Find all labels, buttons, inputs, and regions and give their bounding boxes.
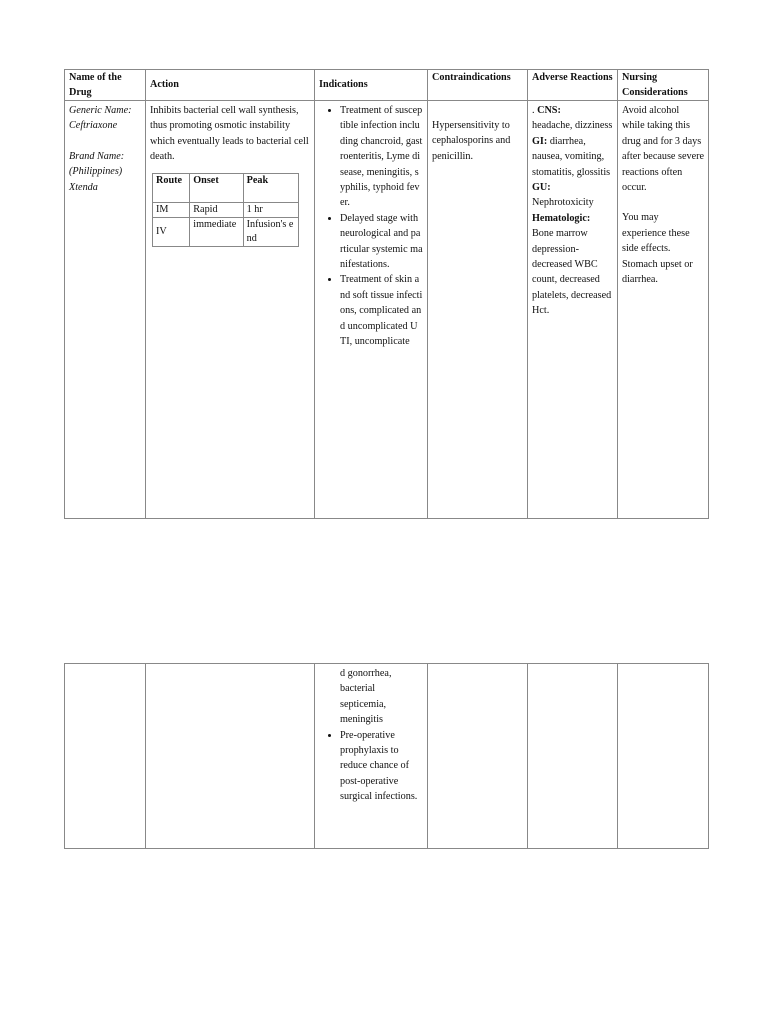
drug-row: [65, 101, 709, 519]
peak-cell: 1 hr: [243, 202, 298, 217]
generic-name-label: Generic Name:: [69, 105, 132, 116]
header-indications: Indications: [315, 70, 428, 101]
adverse-reactions-cell: [528, 101, 618, 519]
header-name: Name of the Drug: [65, 70, 146, 101]
peak-header: Peak: [243, 173, 298, 202]
brand-name-label: Brand Name:: [69, 150, 125, 162]
drug-study-table: [64, 69, 709, 519]
contraindications-text: Hypersensitivity to cephalosporins and penicillin.: [432, 120, 511, 162]
header-contraindications: Contraindications: [428, 70, 528, 101]
drug-name-cell: [65, 101, 146, 519]
cns-effects: headache, dizziness: [532, 120, 613, 132]
hematologic-label: Hematologic:: [532, 212, 591, 224]
route-onset-peak-table: [152, 173, 299, 247]
route-cell: IV: [153, 217, 190, 246]
indication-continuation: d gonorrhea, bacterial septicemia, meningitis: [340, 668, 392, 726]
nursing-considerations-cell-continued: [618, 664, 709, 849]
gi-effects: diarrhea, nausea, vomiting, stomatitis, glossitis: [532, 135, 611, 178]
adverse-reactions-cell-continued: [528, 664, 618, 849]
route-cell: IM: [153, 202, 190, 217]
header-action: Action: [146, 70, 315, 101]
brand-name: Xtenda: [69, 181, 98, 193]
route-row-im: [153, 202, 299, 217]
gi-label: GI:: [532, 135, 548, 147]
indication-item: • Pre-operative prophylaxis to reduce chance of post-operative surgical infections.: [340, 728, 423, 805]
continued-row: [65, 664, 709, 849]
indication-item: • Delayed stage with neurological and particular systemic manifestations.: [340, 211, 423, 273]
indications-list-continued: [319, 728, 423, 805]
onset-cell: immediate: [190, 217, 243, 246]
route-header: Route: [153, 173, 190, 202]
brand-country: (Philippines): [69, 166, 123, 178]
drug-study-table-continued: [64, 663, 709, 849]
onset-cell: Rapid: [190, 202, 243, 217]
action-text: Inhibits bacterial cell wall synthesis, thus promoting osmotic instability which eventually leads to bacterial cell death.: [150, 105, 309, 163]
indications-list: [319, 103, 423, 350]
indication-item: • Treatment of susceptible infection including chancroid, gastroenteritis, Lyme disease, meningitis, syphilis, typhoid fever.: [340, 103, 423, 211]
drug-name-cell-continued: [65, 664, 146, 849]
route-table-header: [153, 173, 299, 202]
action-cell-continued: [146, 664, 315, 849]
gu-effects: Nephrotoxicity: [532, 197, 594, 209]
action-cell: [146, 101, 315, 519]
nursing-paragraph-2: You may experience these side effects. Stomach upset or diarrhea.: [622, 212, 693, 286]
header-nursing-considerations: Nursing Considerations: [618, 70, 709, 101]
onset-header: Onset: [190, 173, 243, 202]
generic-name: Ceftriaxone: [69, 120, 118, 132]
adverse-lead: .: [532, 105, 538, 116]
header-row: [65, 70, 709, 101]
indications-cell: [315, 101, 428, 519]
cns-label: CNS:: [537, 105, 561, 116]
contraindications-cell: [428, 101, 528, 519]
hematologic-effects: Bone marrow depression-decreased WBC count, decreased platelets, decreased Hct.: [532, 228, 612, 317]
nursing-considerations-cell: [618, 101, 709, 519]
gu-label: GU:: [532, 182, 551, 194]
header-adverse-reactions: Adverse Reactions: [528, 70, 618, 101]
nursing-paragraph-1: Avoid alcohol while taking this drug and for 3 days after because severe reactions often occur.: [622, 105, 705, 194]
indication-item: • Treatment of skin and soft tissue infections, complicated and uncomplicated UTI, uncomplicate: [340, 272, 423, 349]
route-row-iv: [153, 217, 299, 246]
peak-cell: Infusion's end: [243, 217, 298, 246]
contraindications-cell-continued: [428, 664, 528, 849]
indications-cell-continued: [315, 664, 428, 849]
